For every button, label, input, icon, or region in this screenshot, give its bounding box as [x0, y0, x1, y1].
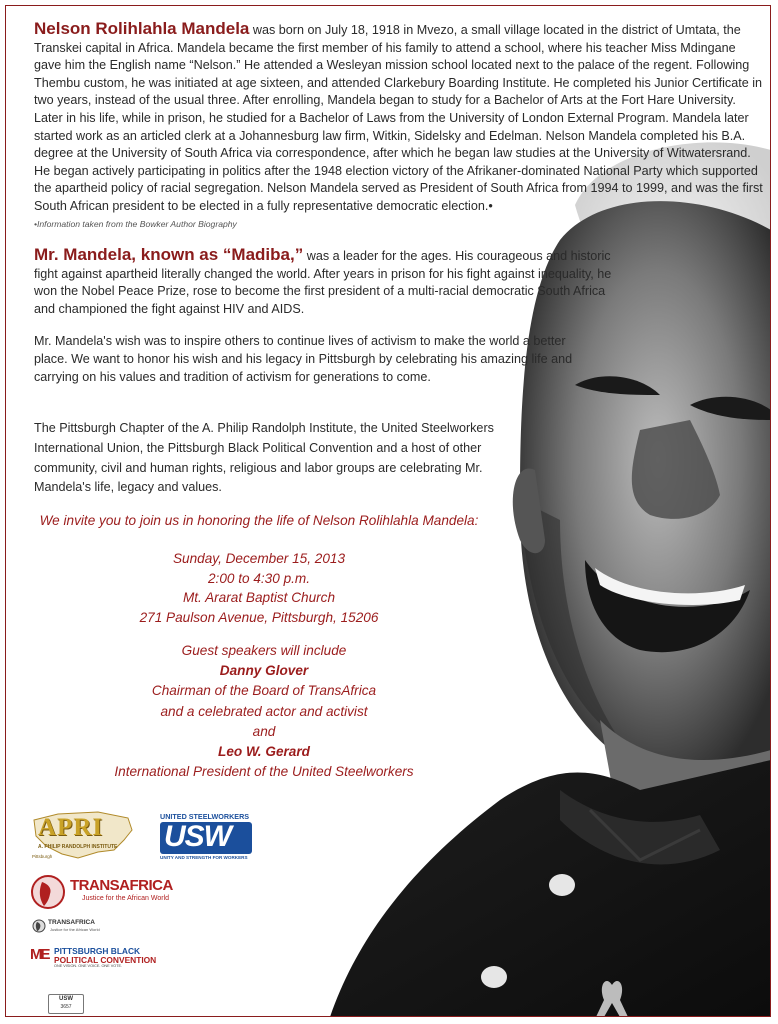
small-globe-icon	[32, 919, 46, 933]
pbpc-mark: ME	[30, 946, 49, 963]
transafrica-small-name: TRANSAFRICA	[48, 919, 95, 926]
speaker-1-name: Danny Glover	[219, 663, 309, 679]
event-address: 271 Paulson Avenue, Pittsburgh, 15206	[139, 609, 379, 625]
apri-mark: APRI	[38, 814, 104, 841]
transafrica-tagline: Justice for the African World	[82, 895, 170, 902]
event-time: 2:00 to 4:30 p.m.	[207, 570, 311, 586]
speaker-1-title-line-2: and a celebrated actor and activist	[160, 703, 368, 719]
event-venue: Mt. Ararat Baptist Church	[182, 590, 336, 606]
pbpc-tagline: ONE VISION. ONE VOICE. ONE VOTE.	[54, 964, 123, 968]
bio-body: was born on July 18, 1918 in Mvezo, a small village located in the district of Umtata, the Transkei capital in Africa. Mandela became the first member of his family to attend a school, where his teacher Miss Mdingane gave him the English name “Nelson.” He attended a Wesleyan mission school located next to the palace of the regent. Following Thembu custom, he was initiated at age sixteen, and attended Clarkebury Boarding Institute. He completed his Junior Certificate in two years, instead of the usual three. After enrolling, Mandela began to study for a Bachelor of Arts at the Fort Hare University. Later in his life, while in prison, he studied for a Bachelor of Laws from the University of London External Program. Mandela later started work as an articled clerk at a Johannesburg law firm, Witkin, Sidelsky and Edelman. Nelson Mandela completed his B.A. degree at the University of South Africa via correspondence, after which he began law studies at the University of Witwatersrand. He began actively participating in politics after the 1948 election victory of the Afrikaner-dominated National Party which supported the apartheid policy of racial segregation. Nelson Mandela served as President of South Africa from 1994 to 1999, and was the first South African president to be elected in a fully representative democratic election.•	[34, 23, 763, 213]
transafrica-small-tagline: Justice for the African World	[50, 927, 100, 932]
pbpc-line-1: PITTSBURGH BLACK	[54, 946, 141, 956]
event-details	[0, 549, 518, 627]
chapter-paragraph: The Pittsburgh Chapter of the A. Philip Randolph Institute, the United Steelworkers International Union, the Pittsburgh Black Political Convention and a host of other community, civil and human rights, religious and labor groups are celebrating Mr. Mandela's life, legacy and values.	[34, 421, 494, 495]
bio-source-note: •Information taken from the Bowker Author Biography	[34, 219, 237, 229]
union-bug-mark: USW	[59, 996, 73, 1002]
guest-speakers	[0, 641, 528, 782]
speakers-joiner: and	[252, 723, 276, 739]
pbpc-line-2: POLITICAL CONVENTION	[54, 955, 157, 965]
speaker-2-title: International President of the United Steelworkers	[114, 764, 414, 780]
madiba-lead: Mr. Mandela, known as “Madiba,”	[34, 245, 304, 264]
apri-logo	[28, 806, 138, 864]
invitation-line: We invite you to join us in honoring the life of Nelson Rolihlahla Mandela:	[39, 513, 479, 528]
apri-subtitle: A. PHILIP RANDOLPH INSTITUTE	[38, 844, 118, 850]
apri-city: Pittsburgh	[32, 854, 53, 859]
usw-top-text: UNITED STEELWORKERS	[160, 812, 250, 821]
speaker-1-title-line-1: Chairman of the Board of TransAfrica	[151, 683, 377, 699]
usw-logo	[156, 812, 266, 864]
transafrica-logo	[30, 874, 180, 910]
transafrica-small-logo	[32, 918, 122, 936]
usw-subtitle: UNITY AND STRENGTH FOR WORKERS	[160, 855, 248, 860]
bio-paragraph	[34, 20, 764, 216]
speaker-2-name: Leo W. Gerard	[218, 744, 310, 760]
union-bug	[48, 994, 84, 1014]
bio-lead: Nelson Rolihlahla Mandela	[34, 19, 250, 38]
globe-icon	[30, 874, 66, 910]
madiba-body: was a leader for the ages. His courageous and historic fight against apartheid literally changed the world. After years in prison for his fight against inequality, he won the Nobel Peace Prize, rose to become the first president of a multi-racial democratic South Africa and championed the fight against HIV and AIDS.	[34, 249, 612, 316]
wish-paragraph: Mr. Mandela's wish was to inspire others to continue lives of activism to make the world a better place. We want to honor his wish and his legacy in Pittsburgh by celebrating his amazing life and carrying on his values and tradition of activism for generations to come.	[34, 334, 573, 384]
union-bug-number: 3657	[60, 1004, 72, 1010]
event-date: Sunday, December 15, 2013	[172, 551, 346, 566]
madiba-paragraph	[34, 246, 614, 318]
transafrica-name: TRANSAFRICA	[70, 877, 173, 894]
usw-mark: USW	[164, 820, 231, 853]
pbpc-logo	[30, 944, 160, 970]
speakers-intro: Guest speakers will include	[181, 643, 347, 658]
